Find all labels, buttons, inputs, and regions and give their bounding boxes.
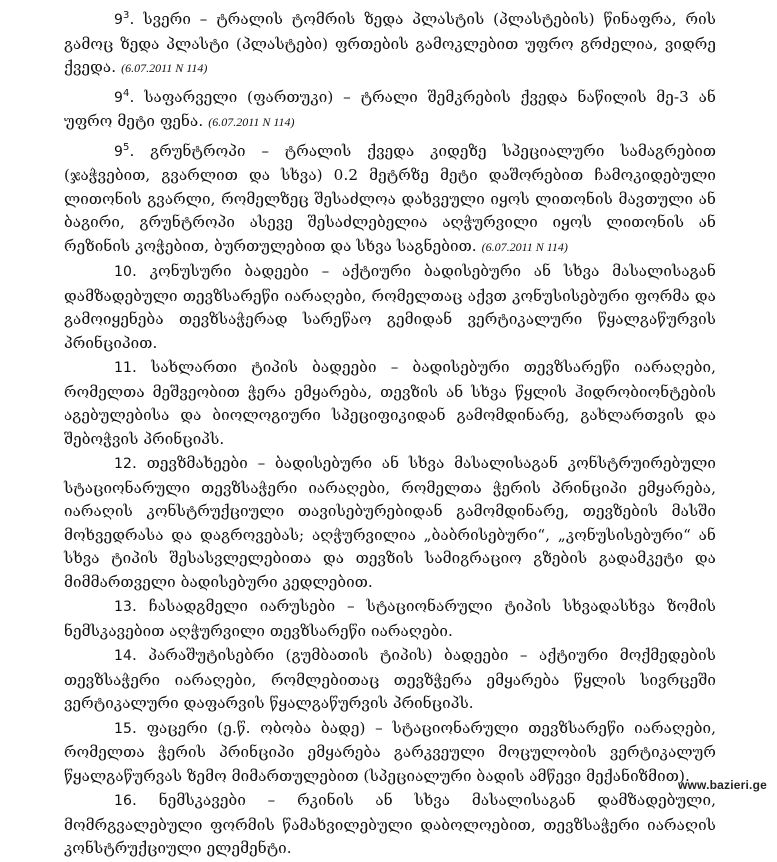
paragraph-number-separator: . <box>129 87 145 106</box>
definition-paragraph <box>64 356 716 451</box>
paragraph-text: პარაშუტისებრი (გუმბათის ტიპის) ბადეები – აქტიური მოქმედების თევზსაჭერი იარაღები, რომლებითაც თევზჭერა ემყარება წყლის სივრცეში ვერტიკალური დაფარვის წყალგაწურვის პრინციპს. <box>64 646 716 712</box>
paragraph-number: 11 <box>114 360 133 376</box>
paragraph-number-separator: . <box>129 141 151 160</box>
paragraph-text: თევზმახეები – ბადისებური ან სხვა მასალისაგან კონსტრუირებული სტაციონარული თევზსაჭერი იარაღები, რომელთა ჭერის პრინციპი ემყარება, იარაღის კონსტრუქციული თავისებურებიდან გამომდინარე, თევზების მასში მოხვედრასა და დაგროვებას; აღჭურვილია „ბაბრისებური“, „კონუსისებური“ ან სხვა ტიპის შესასვლელებითა და თევზის სამიგრაციო გზების გადამკეტი და მიმმართველი ბადისებური კედლებით. <box>64 454 717 591</box>
paragraph-number: 9 <box>114 12 124 28</box>
paragraph-number-separator: . <box>132 454 147 472</box>
definition-paragraph <box>64 260 716 355</box>
definition-paragraph <box>64 789 716 861</box>
definition-paragraph <box>64 644 716 716</box>
paragraph-number: 14 <box>114 648 133 664</box>
amendment-reference: (6.07.2011 N 114) <box>121 61 208 75</box>
definition-paragraph <box>64 595 716 643</box>
paragraph-text: სახლართი ტიპის ბადეები – ბადისებური თევზსარეწი იარაღები, რომელთა მეშვეობით ჭერა ემყარება, თევზის ან სხვა წყლის ჰიდრობიონტების აგებულებისა და ბიოლოგიური სპეციფიკიდან გამომდინარე, გახლართვის და შებოჭვის პრინციპს. <box>64 358 717 448</box>
definition-paragraph <box>64 452 716 594</box>
paragraph-text: სვერი – ტრალის ტომრის ზედა პლასტის (პლასტების) წინაფრა, რის გამოც ზედა პლასტი (პლასტები) ფრთების გამოკლებით უფრო გრძელია, ვიდრე ქვედა. <box>64 10 716 76</box>
paragraph-number-separator: . <box>132 646 149 664</box>
paragraph-number-separator: . <box>132 718 147 737</box>
paragraph-number: 9 <box>114 89 124 106</box>
definition-paragraph <box>64 82 716 135</box>
definition-paragraph <box>64 4 716 81</box>
paragraph-number: 9 <box>114 143 124 160</box>
definition-paragraph <box>64 136 716 260</box>
paragraph-text: კონუსური ბადეები – აქტიური ბადისებური ან სხვა მასალისაგან დამზადებული თევზსარეწი იარაღები, რომელთაც აქვთ კონუსისებური ფორმა და გამოიყენება თევზსაჭერად სარეწაო გემიდან ვერტიკალური წყალგაწურვის პრინციპით. <box>64 262 716 352</box>
paragraph-number: 15 <box>114 720 133 737</box>
paragraph-text: საფარველი (ფართუკი) – ტრალი შემკრების ქვედა ნაწილის მე-3 ან უფრო მეტი ფენა. <box>64 87 716 130</box>
paragraph-number-separator: . <box>132 791 159 809</box>
paragraph-number-separator: . <box>132 358 152 376</box>
paragraph-text: გრუნტროპი – ტრალის ქვედა კიდეზე სპეციალური სამაგრებით (ჯაჭვებით, გვარლით და სხვა) 0.2 მეტრზე მეტი დაშორებით ჩამოკიდებული ლითონის გვარლი, რომელზეც შესაძლოა დახვეული იყოს ლითონის მავთული ან ბაგირი, გრუნტროპი ასევე შესაძლებელია აღჭურვილი იყოს ლითონის ან რეზინის კოჭებით, ბურთულებით და სხვა საგნებით. <box>64 141 717 255</box>
paragraph-number: 12 <box>114 456 133 472</box>
paragraph-number-separator: . <box>132 597 149 615</box>
paragraph-number-superscript: 4 <box>123 87 130 99</box>
definition-paragraph <box>64 717 716 789</box>
paragraph-number-separator: . <box>132 262 150 280</box>
site-watermark: www.bazieri.ge <box>677 778 767 792</box>
paragraph-text: ფაცერი (ე.წ. ობობა ბადე) – სტაციონარული თევზსარეწი იარაღები, რომელთა ჭერის პრინციპი ემყარება გარკვეული მოცულობის ვერტიკალურ წყალგაწურვას ზემო მიმართულებით (სპეციალური ბადის ამწევი მექანიზმით). <box>64 718 716 785</box>
paragraph-number-superscript: 3 <box>123 10 130 21</box>
paragraph-text: ნემსკავები – რკინის ან სხვა მასალისაგან დამზადებული, მომრგვალებული ფორმის წამახვილებული დაბოლოებით, თევზსაჭერი იარაღის კონსტრუქციული ელემენტი. <box>64 791 716 857</box>
document-page <box>64 4 716 862</box>
paragraph-number: 10 <box>114 264 133 280</box>
amendment-reference: (6.07.2011 N 114) <box>208 115 295 129</box>
paragraph-number-separator: . <box>129 10 144 28</box>
paragraph-number: 16 <box>114 793 133 809</box>
paragraph-number: 13 <box>114 599 133 615</box>
paragraph-number-superscript: 5 <box>123 141 130 153</box>
amendment-reference: (6.07.2011 N 114) <box>481 239 568 254</box>
paragraph-text: ჩასადგმელი იარუსები – სტაციონარული ტიპის სხვადასხვა ზომის ნემსკავებით აღჭურვილი თევზსარეწი იარაღები. <box>64 597 716 640</box>
